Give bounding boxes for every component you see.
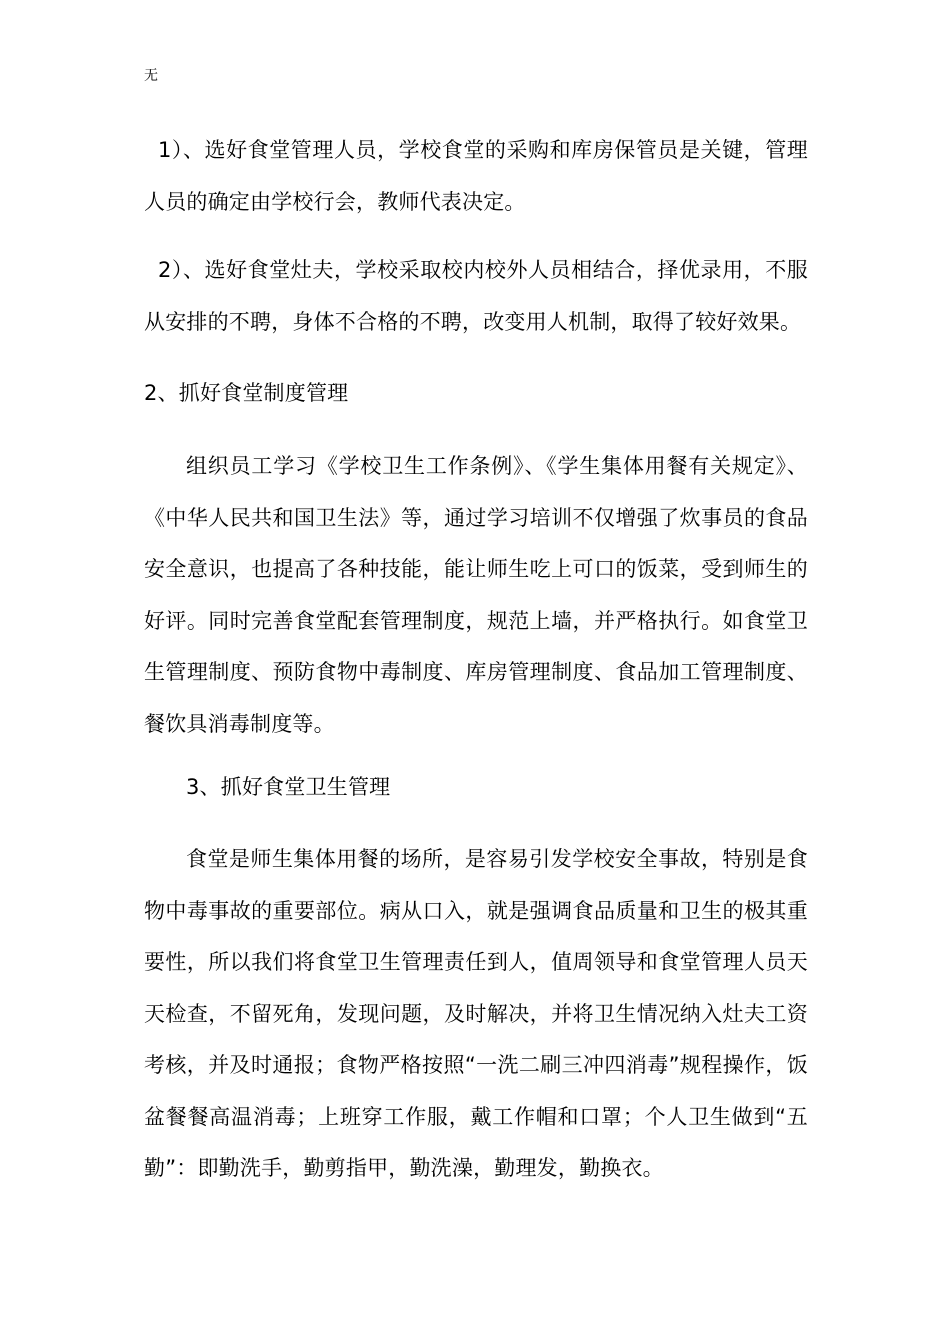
paragraph-select-cooks: 2）、选好食堂灶夫，学校采取校内校外人员相结合，择优录用，不服从安排的不聘，身体不合格的不聘，改变用人机制，取得了较好效果。 xyxy=(144,258,808,334)
paragraph-hygiene-management: 食堂是师生集体用餐的场所，是容易引发学校安全事故，特别是食物中毒事故的重要部位。病从口入，就是强调食品质量和卫生的极其重要性，所以我们将食堂卫生管理责任到人，值周领导和食堂管理人员天天检查，不留死角，发现问题，及时解决，并将卫生情况纳入灶夫工资考核，并及时通报；食物严格按照“一洗二刷三冲四消毒”规程操作，饭盆餐餐高温消毒；上班穿工作服，戴工作帽和口罩；个人卫生做到“五勤”：即勤洗手，勤剪指甲，勤洗澡，勤理发，勤换衣。 xyxy=(144,847,808,1180)
paragraph-system-management: 组织员工学习《学校卫生工作条例》、《学生集体用餐有关规定》、《中华人民共和国卫生法》等，通过学习培训不仅增强了炊事员的食品安全意识，也提高了各种技能，能让师生吃上可口的饭菜，受到师生的好评。同时完善食堂配套管理制度，规范上墙，并严格执行。如食堂卫生管理制度、预防食物中毒制度、库房管理制度、食品加工管理制度、餐饮具消毒制度等。 xyxy=(144,454,808,736)
section-heading-system-management: 2、抓好食堂制度管理 xyxy=(144,381,349,405)
section-heading-hygiene-management: 3、抓好食堂卫生管理 xyxy=(186,775,391,799)
paragraph-select-managers: 1）、选好食堂管理人员，学校食堂的采购和库房保管员是关键，管理人员的确定由学校行会，教师代表决定。 xyxy=(144,138,808,214)
page-header: 无 xyxy=(144,68,158,84)
